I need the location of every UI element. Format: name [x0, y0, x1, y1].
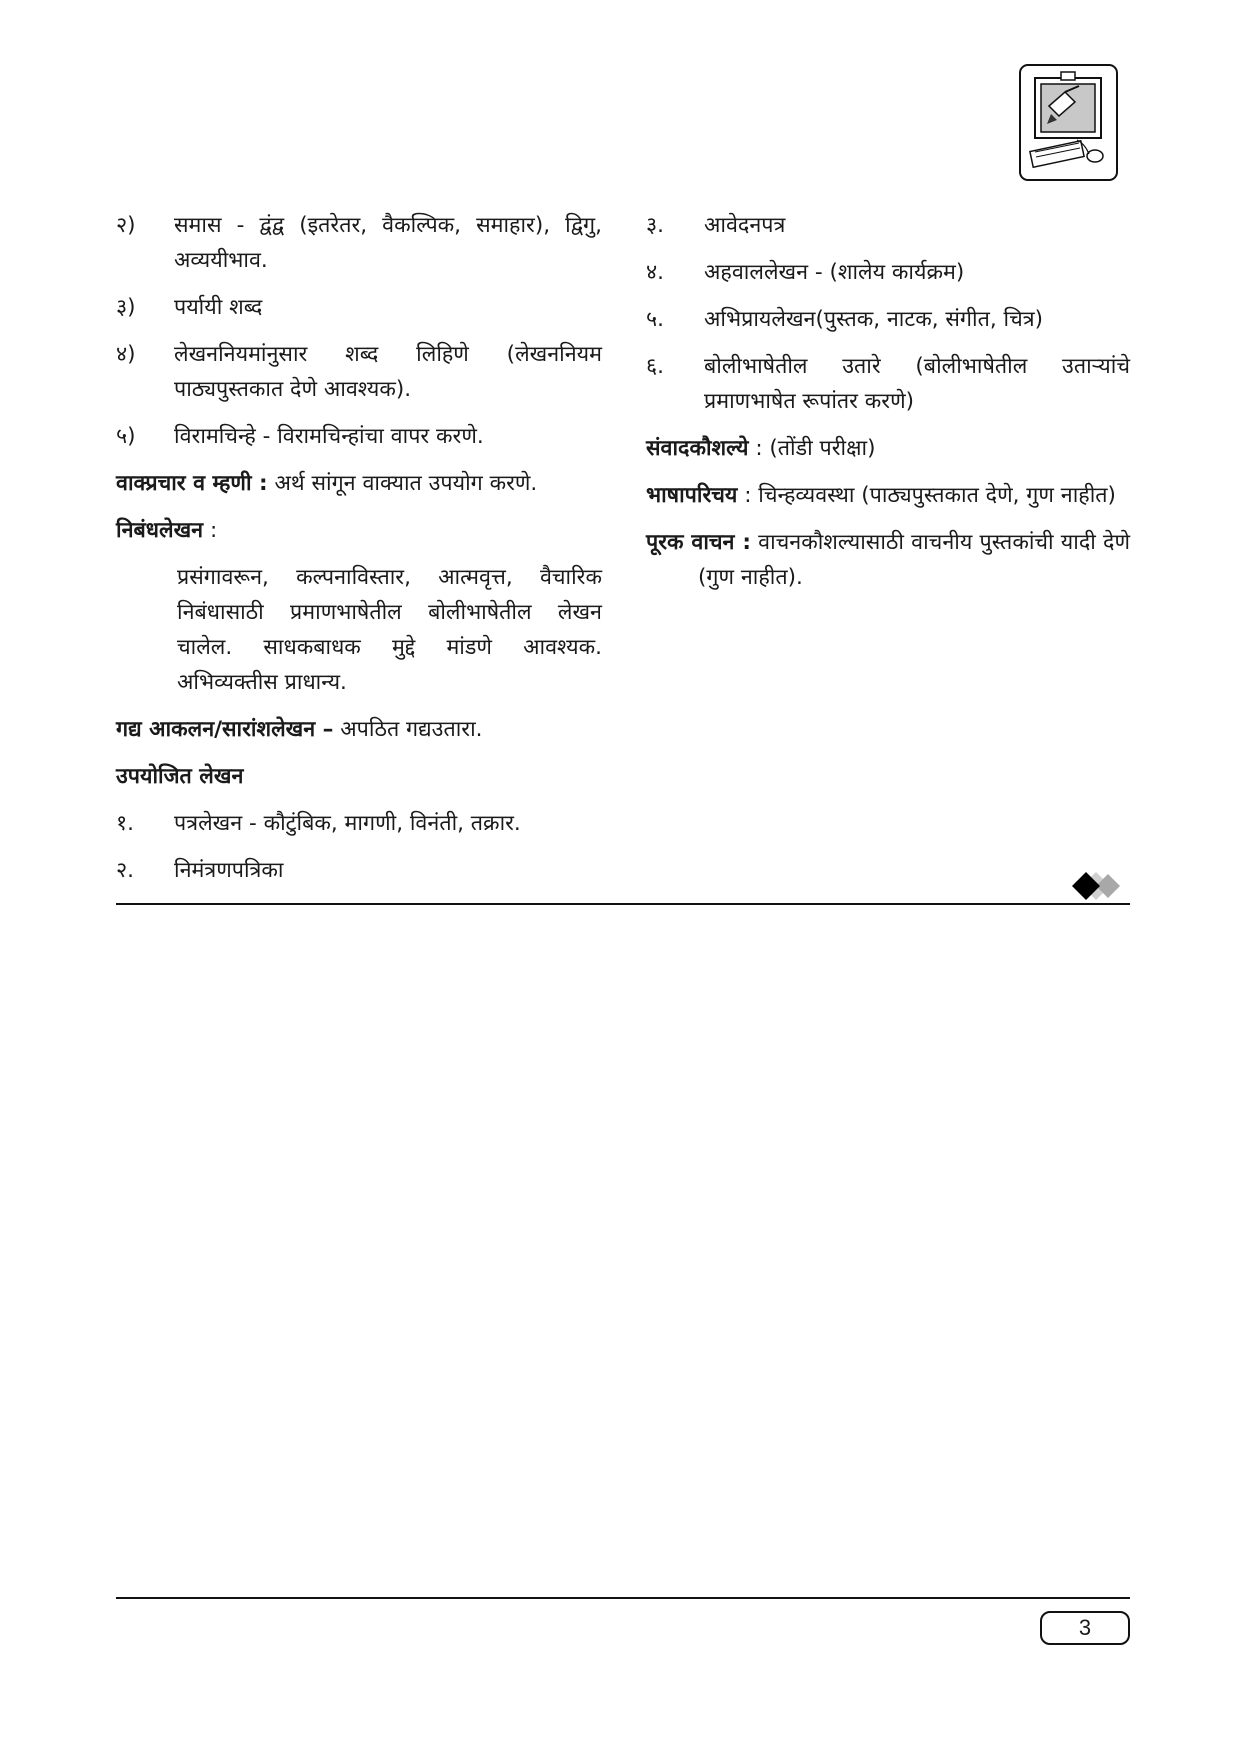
list-item [646, 302, 1130, 337]
list-item [116, 806, 602, 841]
list-number: ४. [646, 260, 665, 285]
list-text: आवेदनपत्र [704, 213, 786, 238]
list-text: समास - द्वंद्व (इतरेतर, वैकल्पिक, समाहार), द्विगु, अव्ययीभाव. [174, 213, 602, 273]
nibandh-heading [116, 513, 602, 548]
purak-label: पूरक वाचन : [646, 530, 751, 555]
list-text: पत्रलेखन - कौटुंबिक, मागणी, विनंती, तक्रार. [174, 811, 521, 836]
list-text: अहवाललेखन - (शालेय कार्यक्रम) [704, 260, 965, 285]
list-text: लेखननियमांनुसार शब्द लिहिणे (लेखननियम पाठ्यपुस्तकात देणे आवश्यक). [174, 342, 602, 402]
samvad-paragraph [646, 431, 1130, 466]
list-number: ३) [116, 295, 136, 320]
list-number: २) [116, 213, 136, 238]
list-item [646, 255, 1130, 290]
list-item [646, 208, 1130, 243]
vakprachar-text: अर्थ सांगून वाक्यात उपयोग करणे. [267, 471, 538, 496]
bhasha-paragraph [646, 478, 1130, 513]
diamond-ornament-graphic [1066, 866, 1130, 906]
list-text: अभिप्रायलेखन(पुस्तक, नाटक, संगीत, चित्र) [704, 307, 1044, 332]
page-number: 3 [1040, 1611, 1130, 1645]
list-item [116, 853, 602, 888]
list-number: ५) [116, 424, 136, 449]
purak-paragraph [646, 525, 1130, 595]
purak-text: वाचनकौशल्यासाठी वाचनीय पुस्तकांची यादी देणे (गुण नाहीत). [698, 530, 1130, 590]
left-column [116, 208, 602, 900]
vakprachar-label: वाक्प्रचार व म्हणी : [116, 471, 268, 496]
list-number: ५. [646, 307, 665, 332]
section-divider [116, 903, 1130, 905]
upayojit-heading-text: उपयोजित लेखन [116, 764, 244, 789]
list-number: ३. [646, 213, 665, 238]
list-text: विरामचिन्हे - विरामचिन्हांचा वापर करणे. [174, 424, 484, 449]
gadya-text: अपठित गद्यउतारा. [333, 717, 483, 742]
vakprachar-paragraph [116, 466, 602, 501]
list-number: १. [116, 811, 135, 836]
list-number: ६. [646, 354, 665, 379]
nibandh-label: निबंधलेखन [116, 518, 204, 543]
nibandh-body: प्रसंगावरून, कल्पनाविस्तार, आत्मवृत्त, वैचारिक निबंधासाठी प्रमाणभाषेतील बोलीभाषेतील लेखन चालेल. साधकबाधक मुद्दे मांडणे आवश्यक. अभिव्यक्तीस प्राधान्य. [177, 565, 602, 695]
gadya-paragraph [116, 712, 602, 747]
right-column [646, 208, 1130, 607]
list-text: निमंत्रणपत्रिका [174, 858, 284, 883]
list-number: ४) [116, 342, 136, 367]
samvad-label: संवादकौशल्ये [646, 436, 749, 461]
upayojit-heading [116, 759, 602, 794]
list-number: २. [116, 858, 135, 883]
footer-divider [116, 1597, 1130, 1599]
list-text: पर्यायी शब्द [174, 295, 263, 320]
computer-drawing-icon [1019, 64, 1118, 181]
bhasha-label: भाषापरिचय [646, 483, 738, 508]
nibandh-colon: : [203, 518, 218, 543]
computer-drawing-graphic [1021, 66, 1116, 179]
diamond-ornament-icon [1066, 866, 1130, 906]
gadya-label: गद्य आकलन/सारांशलेखन – [116, 717, 334, 742]
samvad-text: : (तोंडी परीक्षा) [748, 436, 876, 461]
bhasha-text: : चिन्हव्यवस्था (पाठ्यपुस्तकात देणे, गुण नाहीत) [737, 483, 1116, 508]
list-item [116, 337, 602, 407]
list-item [646, 349, 1130, 419]
list-item [116, 290, 602, 325]
list-item [116, 208, 602, 278]
list-text: बोलीभाषेतील उतारे (बोलीभाषेतील उताऱ्यांचे प्रमाणभाषेत रूपांतर करणे) [704, 354, 1130, 414]
list-item [116, 419, 602, 454]
